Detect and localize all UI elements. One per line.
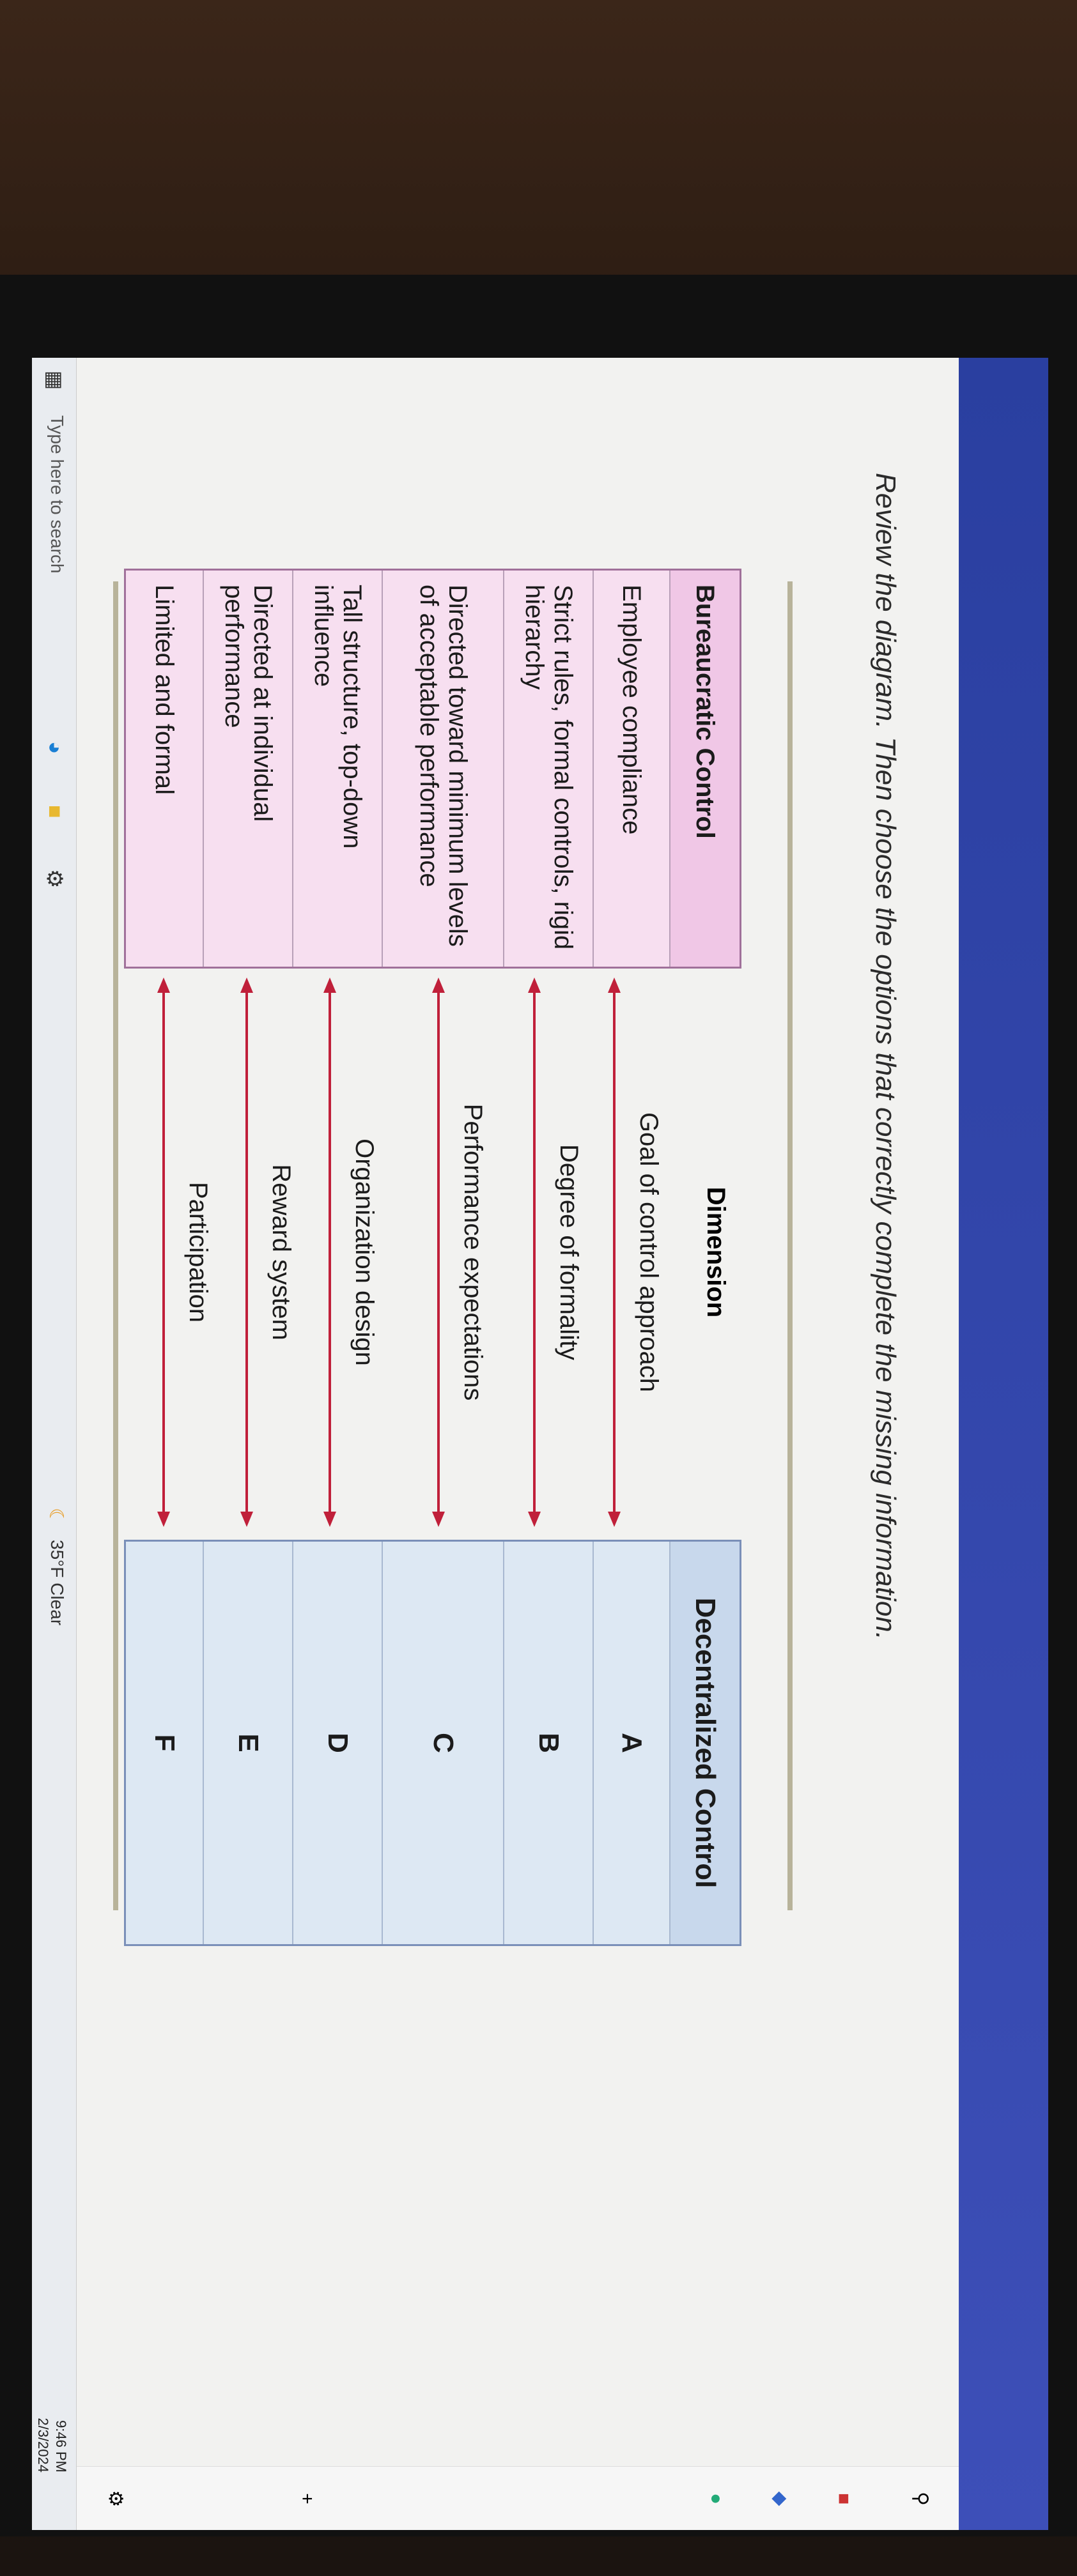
- missing-cell-b[interactable]: B: [503, 1542, 593, 1944]
- double-arrow-icon: [322, 977, 337, 1527]
- left-cell: Directed toward minimum levels of acceptable performance: [382, 571, 503, 967]
- missing-cell-f[interactable]: F: [126, 1542, 203, 1944]
- divider-top: [787, 581, 793, 1910]
- missing-cell-e[interactable]: E: [203, 1542, 292, 1944]
- dimension-label: Degree of formality: [555, 1144, 583, 1360]
- clock-date: 2/3/2024: [35, 2418, 51, 2472]
- settings-gear-icon[interactable]: ⚙: [42, 869, 66, 889]
- tools-icon[interactable]: ■: [833, 2492, 855, 2505]
- app-header-bar: [959, 358, 1048, 2530]
- left-cell: Tall structure, top-down influence: [292, 571, 382, 967]
- bureaucratic-control-header: Bureaucratic Control: [669, 571, 740, 967]
- taskbar-search-input[interactable]: Type here to search: [47, 415, 67, 574]
- clock-time: 9:46 PM: [53, 2420, 69, 2472]
- taskbar: [32, 358, 77, 2530]
- control-diagram: [141, 569, 741, 1974]
- file-explorer-icon[interactable]: ■: [43, 805, 67, 818]
- double-arrow-icon: [431, 977, 446, 1527]
- edge-icon[interactable]: ◕: [43, 741, 67, 755]
- left-cell: Limited and formal: [126, 571, 203, 967]
- decentralized-control-column: [124, 1540, 741, 1946]
- bureaucratic-control-column: [124, 569, 741, 969]
- left-cell: Directed at individual performance: [203, 571, 292, 967]
- double-arrow-icon: [607, 977, 622, 1527]
- double-arrow-icon: [156, 977, 171, 1527]
- copilot-icon[interactable]: ●: [706, 2492, 727, 2505]
- dimension-label: Performance expectations: [459, 1103, 487, 1401]
- dimension-label: Reward system: [267, 1164, 295, 1340]
- missing-cell-a[interactable]: A: [593, 1542, 669, 1944]
- missing-cell-c[interactable]: C: [382, 1542, 503, 1944]
- double-arrow-icon: [527, 977, 542, 1527]
- search-icon[interactable]: ⚲: [910, 2492, 931, 2506]
- screen: [32, 358, 1048, 2530]
- weather-text[interactable]: 35°F Clear: [47, 1540, 67, 1626]
- left-cell: Employee compliance: [593, 571, 669, 967]
- divider-bottom: [113, 581, 118, 1910]
- instruction-text: Review the diagram. Then choose the options that correctly complete the missing information.: [870, 473, 901, 1640]
- windows-start-icon[interactable]: ▦: [43, 371, 66, 390]
- double-arrow-icon: [239, 977, 254, 1527]
- dimension-label: Participation: [184, 1181, 212, 1323]
- dimension-label: Goal of control approach: [635, 1112, 663, 1393]
- settings-icon[interactable]: ⚙: [105, 2490, 126, 2508]
- dimension-label: Organization design: [350, 1138, 378, 1366]
- left-cell: Strict rules, formal controls, rigid hierarchy: [503, 571, 593, 967]
- missing-cell-d[interactable]: D: [292, 1542, 382, 1944]
- edge-sidebar: [77, 2466, 959, 2530]
- collections-icon[interactable]: ◆: [770, 2491, 791, 2506]
- weather-icon: ☾: [45, 1508, 66, 1525]
- add-icon[interactable]: +: [297, 2493, 318, 2504]
- dimension-header: Dimension: [702, 1186, 730, 1318]
- system-tray-clock[interactable]: [34, 2418, 70, 2472]
- decentralized-control-header: Decentralized Control: [669, 1542, 740, 1944]
